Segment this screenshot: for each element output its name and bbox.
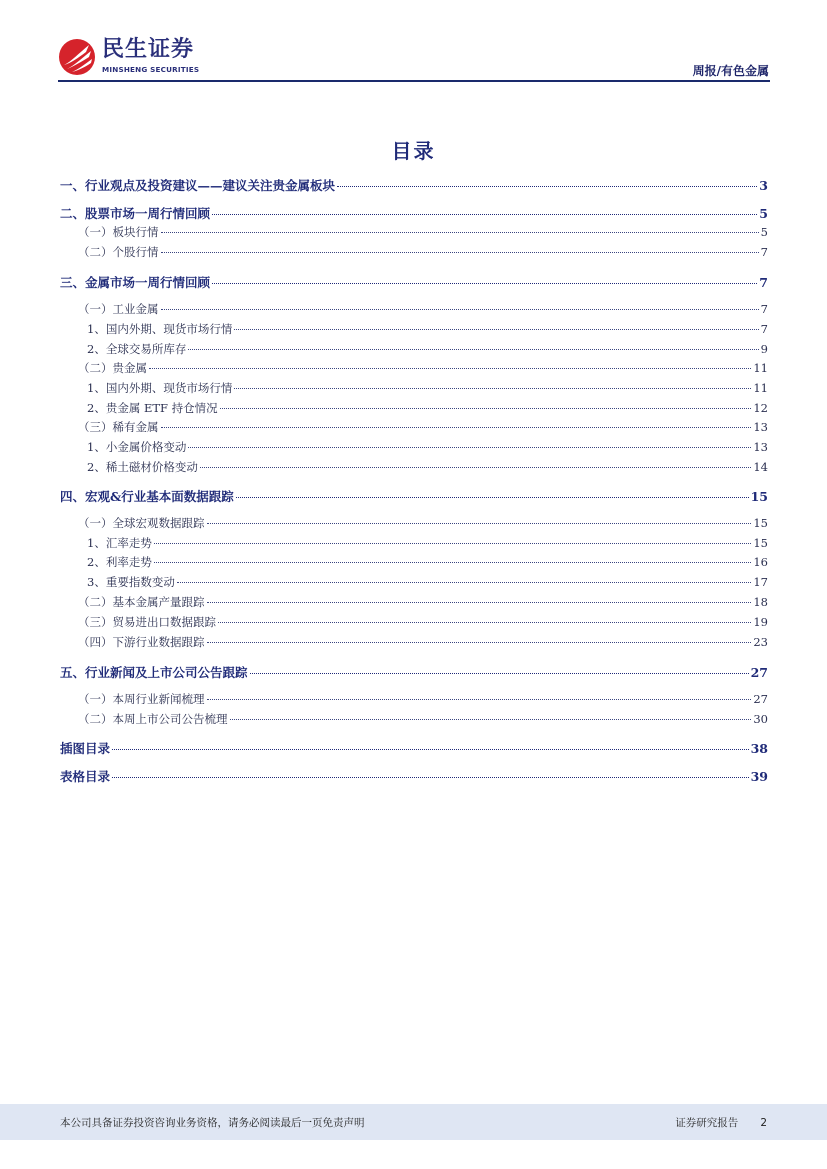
toc-dot-leader — [212, 214, 757, 215]
toc-entry[interactable] — [60, 535, 768, 553]
toc-entry-label: 二、股票市场一周行情回顾 — [60, 206, 211, 221]
toc-entry-label: 五、行业新闻及上市公司公告跟踪 — [60, 665, 248, 680]
toc-entry-label: 1、小金属价格变动 — [87, 440, 187, 454]
toc-entry[interactable] — [60, 380, 768, 398]
toc-entry-page: 27 — [753, 692, 768, 706]
toc-entry-label: 2、贵金属 ETF 持仓情况 — [87, 401, 218, 415]
page-footer — [0, 1104, 827, 1140]
toc-entry-label: 1、汇率走势 — [87, 536, 152, 550]
toc-entry-label: （二）本周上市公司公告梳理 — [78, 712, 228, 726]
toc-entry[interactable] — [60, 767, 768, 785]
toc-entry-page: 16 — [753, 555, 768, 569]
toc-entry[interactable] — [60, 711, 768, 729]
toc-entry-page: 7 — [759, 275, 768, 290]
toc-entry-page: 3 — [759, 178, 768, 193]
toc-entry-page: 38 — [750, 741, 768, 756]
toc-entry[interactable] — [60, 515, 768, 533]
toc-entry-page: 23 — [753, 635, 768, 649]
toc-dot-leader — [149, 368, 751, 369]
toc-title: 目录 — [391, 139, 436, 163]
toc-entry-label: （二）基本金属产量跟踪 — [78, 595, 205, 609]
toc-entry[interactable] — [60, 321, 768, 339]
toc-dot-leader — [212, 283, 757, 284]
toc-dot-leader — [220, 408, 752, 409]
toc-entry-label: 1、国内外期、现货市场行情 — [87, 322, 233, 336]
toc-entry-page: 13 — [753, 440, 768, 454]
minsheng-logo-icon — [58, 38, 96, 76]
toc-dot-leader — [188, 349, 758, 350]
toc-dot-leader — [112, 777, 749, 778]
toc-entry-page: 18 — [753, 595, 768, 609]
toc-entry[interactable] — [60, 224, 768, 242]
toc-entry-label: 2、全球交易所库存 — [87, 342, 187, 356]
toc-dot-leader — [161, 232, 759, 233]
toc-entry-label: （三）稀有金属 — [78, 420, 159, 434]
toc-entry[interactable] — [60, 554, 768, 572]
toc-dot-leader — [207, 642, 752, 643]
toc-dot-leader — [177, 582, 752, 583]
toc-entry-page: 5 — [760, 225, 768, 239]
toc-entry-page: 13 — [753, 420, 768, 434]
toc-entry[interactable] — [60, 273, 768, 291]
toc-entry[interactable] — [60, 439, 768, 457]
toc-entry-page: 15 — [753, 516, 768, 530]
toc-dot-leader — [154, 562, 752, 563]
toc-dot-leader — [218, 622, 751, 623]
toc-entry-label: （三）贸易进出口数据跟踪 — [78, 615, 216, 629]
toc-entry-page: 19 — [753, 615, 768, 629]
toc-entry-label: 2、稀土磁材价格变动 — [87, 460, 198, 474]
toc-dot-leader — [236, 497, 749, 498]
toc-entry-page: 12 — [753, 401, 768, 415]
toc-entry[interactable] — [60, 400, 768, 418]
toc-entry[interactable] — [60, 739, 768, 757]
toc-entry-page: 39 — [750, 769, 768, 784]
toc-dot-leader — [230, 719, 752, 720]
toc-entry-label: 四、宏观&行业基本面数据跟踪 — [60, 489, 234, 504]
header-divider — [58, 80, 770, 82]
toc-entry[interactable] — [60, 594, 768, 612]
toc-entry[interactable] — [60, 634, 768, 652]
toc-entry[interactable] — [60, 487, 768, 505]
toc-dot-leader — [234, 388, 751, 389]
toc-entry[interactable] — [60, 360, 768, 378]
toc-entry-label: （二）个股行情 — [78, 245, 159, 259]
toc-entry-page: 7 — [760, 245, 768, 259]
footer-right — [675, 1115, 767, 1130]
toc-entry-label: 3、重要指数变动 — [87, 575, 175, 589]
footer-doc-type: 证券研究报告 — [675, 1117, 739, 1129]
toc-entry[interactable] — [60, 574, 768, 592]
toc-entry-page: 14 — [753, 460, 768, 474]
toc-dot-leader — [207, 602, 752, 603]
toc-entry-label: （一）板块行情 — [78, 225, 159, 239]
toc-entry[interactable] — [60, 663, 768, 681]
toc-entry-page: 7 — [760, 302, 768, 316]
toc-entry[interactable] — [60, 244, 768, 262]
toc-entry[interactable] — [60, 459, 768, 477]
toc-entry-page: 27 — [750, 665, 768, 680]
toc-dot-leader — [207, 699, 752, 700]
toc-entry-label: （四）下游行业数据跟踪 — [78, 635, 205, 649]
toc-entry[interactable] — [60, 691, 768, 709]
toc-entry-label: （二）贵金属 — [78, 361, 147, 375]
toc-dot-leader — [234, 329, 758, 330]
toc-entry-label: （一）本周行业新闻梳理 — [78, 692, 205, 706]
toc-entry-label: （一）工业金属 — [78, 302, 159, 316]
logo-chinese-name: 民生证券 — [102, 37, 195, 62]
toc-dot-leader — [207, 523, 752, 524]
toc-entry-label: 2、利率走势 — [87, 555, 152, 569]
toc-entry-label: 一、行业观点及投资建议——建议关注贵金属板块 — [60, 178, 336, 193]
toc-dot-leader — [154, 543, 752, 544]
toc-entry-page: 5 — [759, 206, 768, 221]
toc-dot-leader — [250, 673, 749, 674]
toc-entry-label: 1、国内外期、现货市场行情 — [87, 381, 233, 395]
toc-entry[interactable] — [60, 341, 768, 359]
logo-english-name: MINSHENG SECURITIES — [102, 65, 200, 74]
toc-entry-label: 三、金属市场一周行情回顾 — [60, 275, 211, 290]
toc-dot-leader — [112, 749, 749, 750]
page-header — [0, 0, 827, 86]
toc-entry[interactable] — [60, 176, 768, 194]
toc-dot-leader — [188, 447, 751, 448]
toc-entry-page: 15 — [753, 536, 768, 550]
company-logo — [58, 38, 208, 80]
toc-entry-page: 11 — [753, 361, 768, 375]
toc-entry[interactable] — [60, 419, 768, 437]
toc-entry[interactable] — [60, 614, 768, 632]
toc-dot-leader — [337, 186, 757, 187]
toc-entry-label: （一）全球宏观数据跟踪 — [78, 516, 205, 530]
toc-entry-page: 7 — [760, 322, 768, 336]
report-type-label: 周报/有色金属 — [692, 64, 769, 78]
toc-entry-label: 表格目录 — [60, 769, 111, 784]
footer-disclaimer: 本公司具备证券投资咨询业务资格，请务必阅读最后一页免责声明 — [60, 1117, 365, 1129]
toc-entry-label: 插图目录 — [60, 741, 111, 756]
toc-dot-leader — [161, 427, 752, 428]
toc-entry[interactable] — [60, 204, 768, 222]
toc-dot-leader — [200, 467, 752, 468]
toc-dot-leader — [161, 252, 759, 253]
toc-entry-page: 11 — [753, 381, 768, 395]
toc-entry-page: 9 — [760, 342, 768, 356]
toc-dot-leader — [161, 309, 759, 310]
toc-entry-page: 17 — [753, 575, 768, 589]
toc-entry-page: 15 — [750, 489, 768, 504]
toc-entry[interactable] — [60, 301, 768, 319]
footer-page-number: 2 — [760, 1117, 767, 1129]
toc-entry-page: 30 — [753, 712, 768, 726]
